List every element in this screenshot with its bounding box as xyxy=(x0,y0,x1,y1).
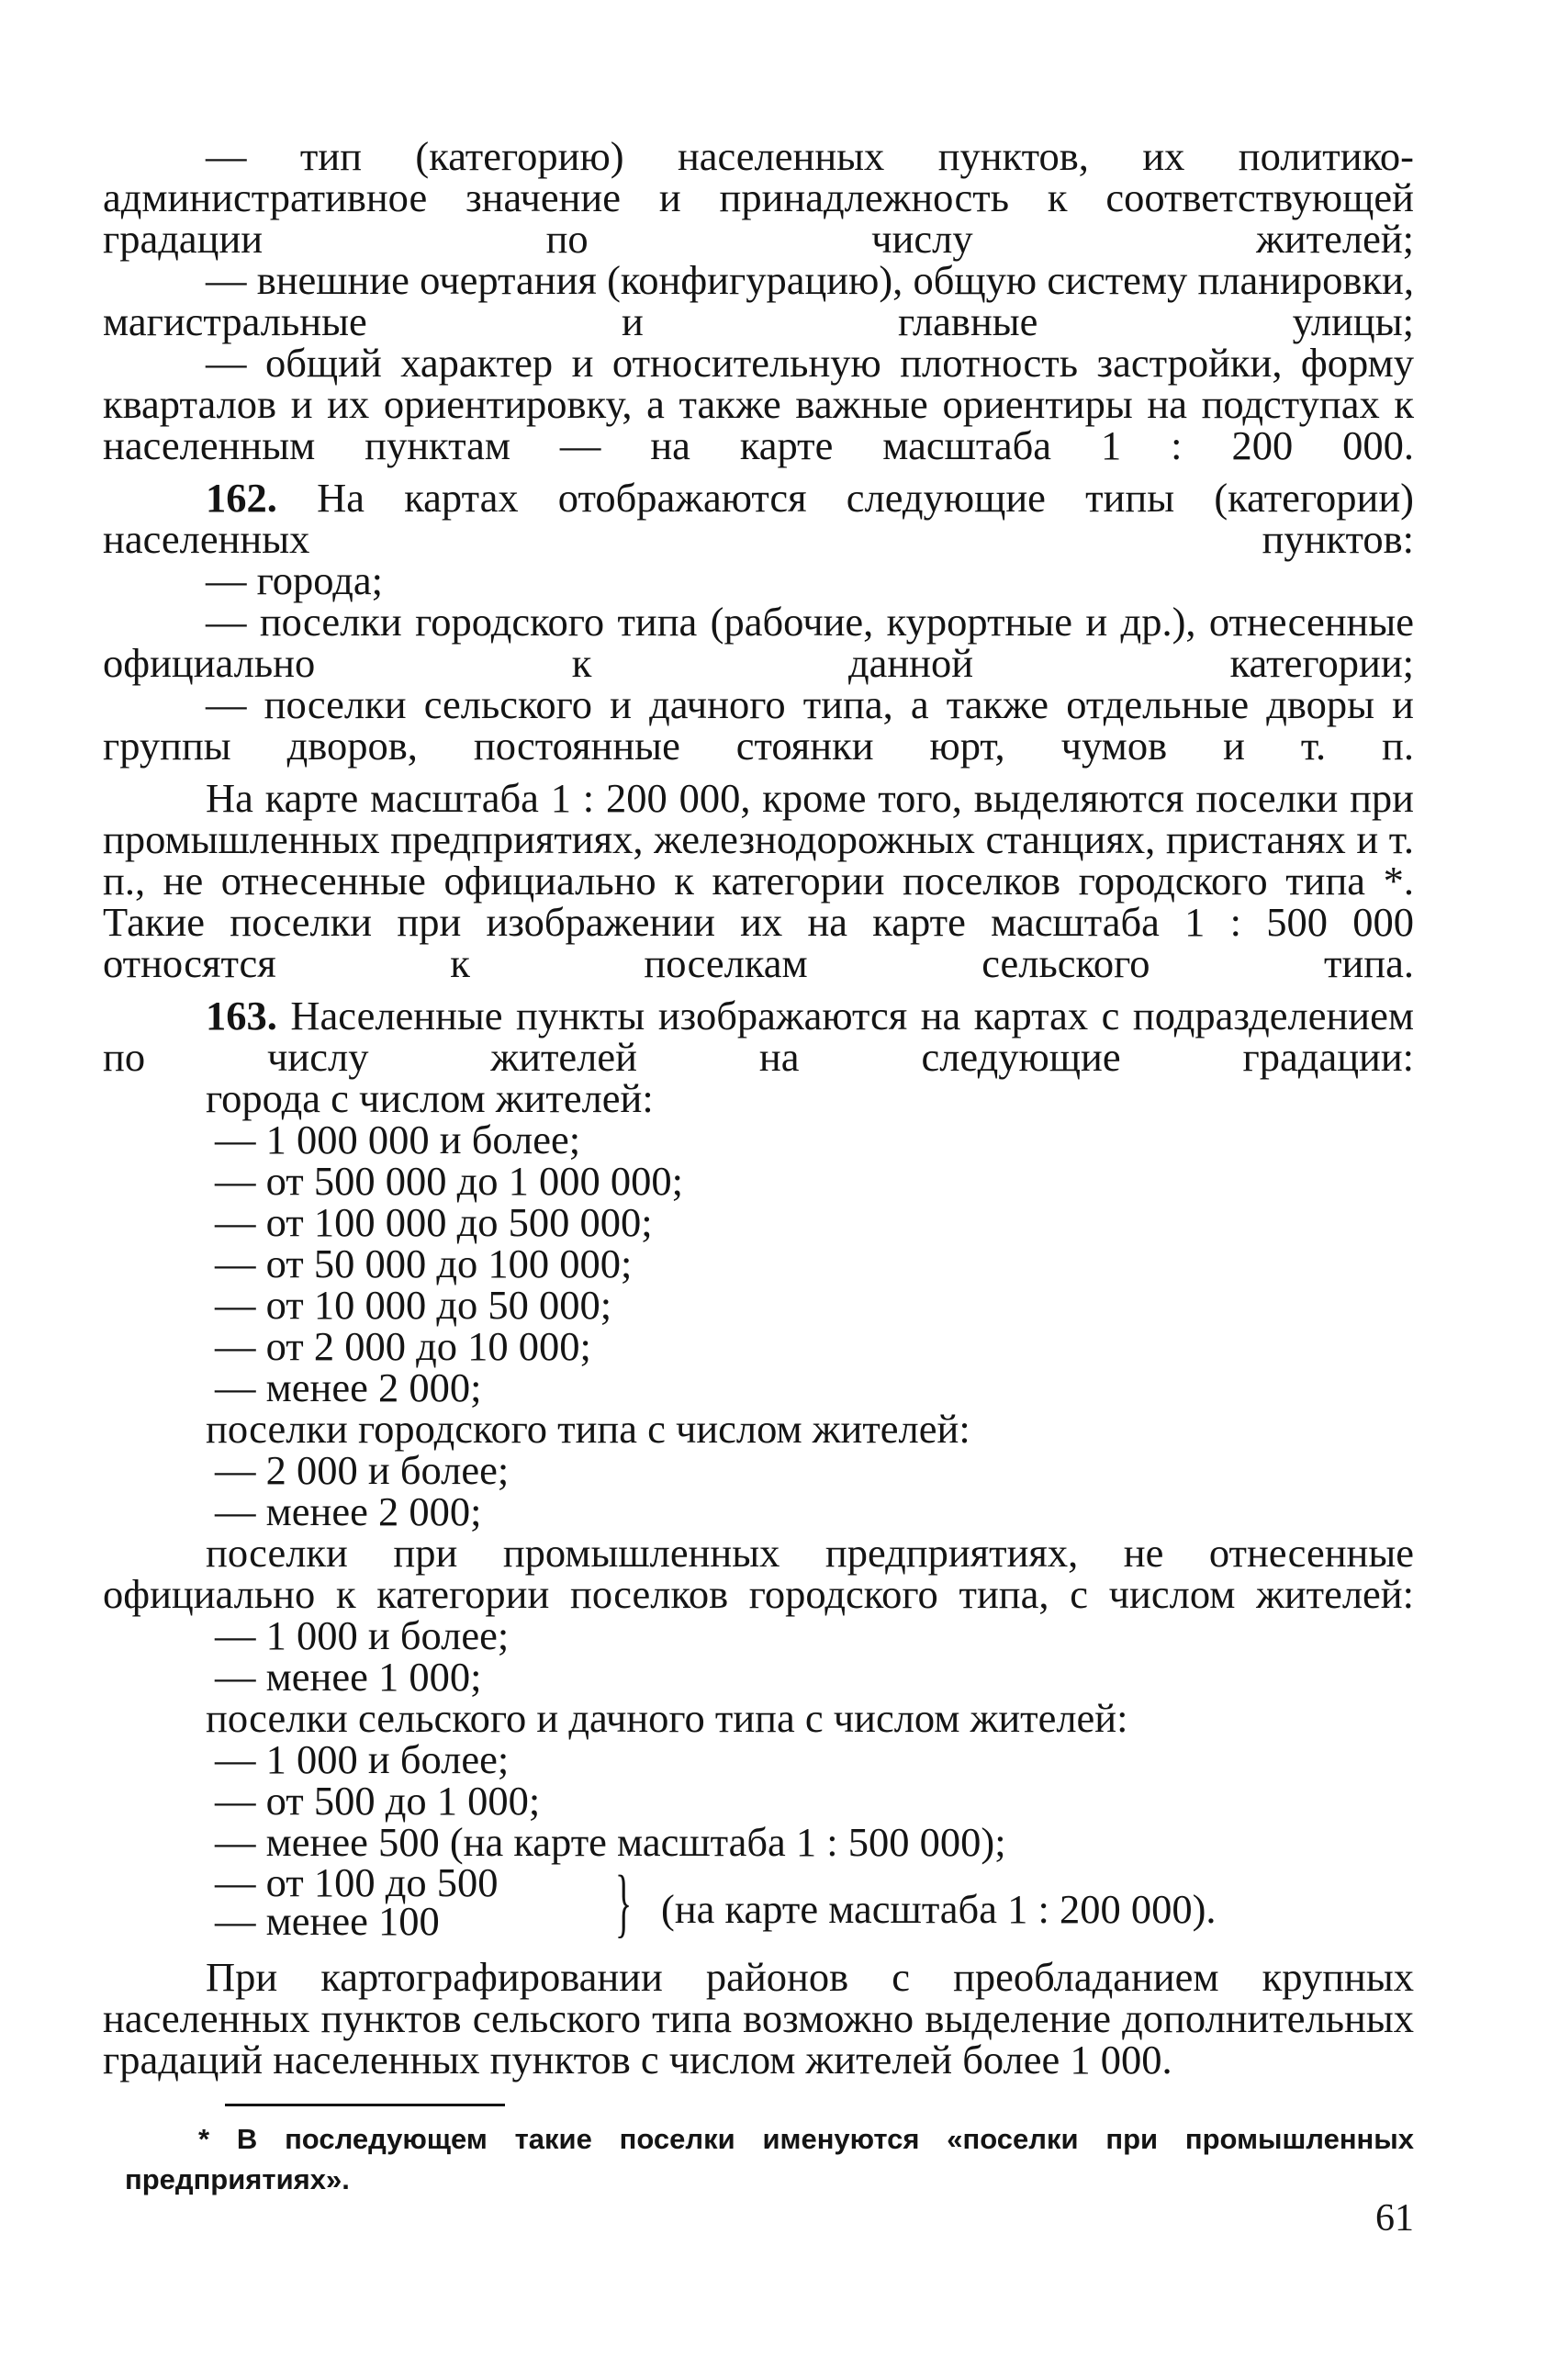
paragraph-industrial-settlements: На карте масштаба 1 : 200 000, кроме того, выделяются поселки при промышленных предприятиях, железнодорожных станциях, пристанях и т. п., не отнесенные официально к категории поселков городского типа *. Такие поселки при изображении их на карте масштаба 1 : 500 000 относятся к поселкам сельского типа. xyxy=(103,775,1414,986)
list-item: — от 500 000 до 1 000 000; xyxy=(215,1158,683,1204)
paragraph-configuration: — внешние очертания (конфигурацию), общую систему планировки, магистральные и главные улицы; xyxy=(103,257,1414,344)
list-item: — от 2 000 до 10 000; xyxy=(215,1323,591,1369)
list-item: — менее 100 xyxy=(215,1898,440,1944)
list-item: — от 500 до 1 000; xyxy=(215,1778,541,1824)
list-item-urban-settlements: — поселки городского типа (рабочие, курортные и др.), отнесенные официально к данной категории; xyxy=(103,599,1414,686)
page-number: 61 xyxy=(1375,2197,1414,2240)
urban-label: поселки городского типа с числом жителей: xyxy=(206,1406,970,1452)
section-163 xyxy=(103,995,1414,1078)
list-item: — от 100 до 500 xyxy=(215,1859,499,1905)
list-item: — 1 000 000 и более; xyxy=(215,1117,581,1162)
list-item: — от 50 000 до 100 000; xyxy=(215,1241,633,1286)
braced-list xyxy=(215,1859,499,1944)
footnote-text: * В последующем такие поселки именуются «поселки при промышленных предприятиях». xyxy=(125,2123,1414,2195)
list-item: — менее 500 (на карте масштаба 1 : 500 000); xyxy=(215,1819,1006,1865)
brace-note: (на карте масштаба 1 : 200 000). xyxy=(661,1886,1217,1932)
section-number: 163. xyxy=(206,993,277,1038)
urban-list xyxy=(103,1447,1414,1534)
list-item: — менее 1 000; xyxy=(215,1654,482,1700)
body-text xyxy=(103,133,1414,2082)
list-item: — 1 000 и более; xyxy=(215,1736,510,1782)
list-item: — менее 2 000; xyxy=(215,1488,482,1534)
paragraph-density: — общий характер и относительную плотность застройки, форму кварталов и их ориентировку, а также важные ориентиры на подступах к населенным пунктам — на карте масштаба 1 : 200 000. xyxy=(103,340,1414,468)
list-item: — 2 000 и более; xyxy=(215,1447,510,1493)
list-item: — от 10 000 до 50 000; xyxy=(215,1282,612,1328)
section-text: На картах отображаются следующие типы (категории) населенных пунктов: xyxy=(103,475,1414,562)
list-item: — менее 2 000; xyxy=(215,1364,482,1410)
section-162 xyxy=(103,477,1414,560)
cities-label: города с числом жителей: xyxy=(206,1075,654,1121)
list-item-cities: — города; xyxy=(206,557,383,603)
footnote-rule xyxy=(225,2104,505,2106)
section-number: 162. xyxy=(206,475,277,521)
cities-list xyxy=(103,1119,1414,1409)
rural-label: поселки сельского и дачного типа с числом жителей: xyxy=(206,1695,1128,1741)
list-item: — от 100 000 до 500 000; xyxy=(215,1199,653,1245)
list-item: — 1 000 и более; xyxy=(215,1612,510,1658)
list-item-rural-settlements: — поселки сельского и дачного типа, а также отдельные дворы и группы дворов, постоянные стоянки юрт, чумов и т. п. xyxy=(103,681,1414,769)
braced-gradations xyxy=(103,1859,1414,1946)
paragraph-type-category: — тип (категорию) населенных пунктов, их политико-административное значение и принадлежность к соответствующей градации по числу жителей; xyxy=(103,133,1414,262)
footnote xyxy=(125,2119,1414,2200)
industrial-label: поселки при промышленных предприятиях, не отнесенные официально к категории поселков городского типа, с числом жителей: xyxy=(103,1530,1414,1617)
curly-brace: } xyxy=(615,1860,633,1946)
industrial-list xyxy=(103,1612,1414,1700)
rural-list xyxy=(103,1736,1414,1865)
paragraph-additional-gradations: При картографировании районов с преобладанием крупных населенных пунктов сельского типа возможно выделение дополнительных градаций населенных пунктов с числом жителей более 1 000. xyxy=(103,1954,1414,2082)
section-text: Населенные пункты изображаются на картах с подразделением по числу жителей на следующие градации: xyxy=(103,993,1414,1080)
